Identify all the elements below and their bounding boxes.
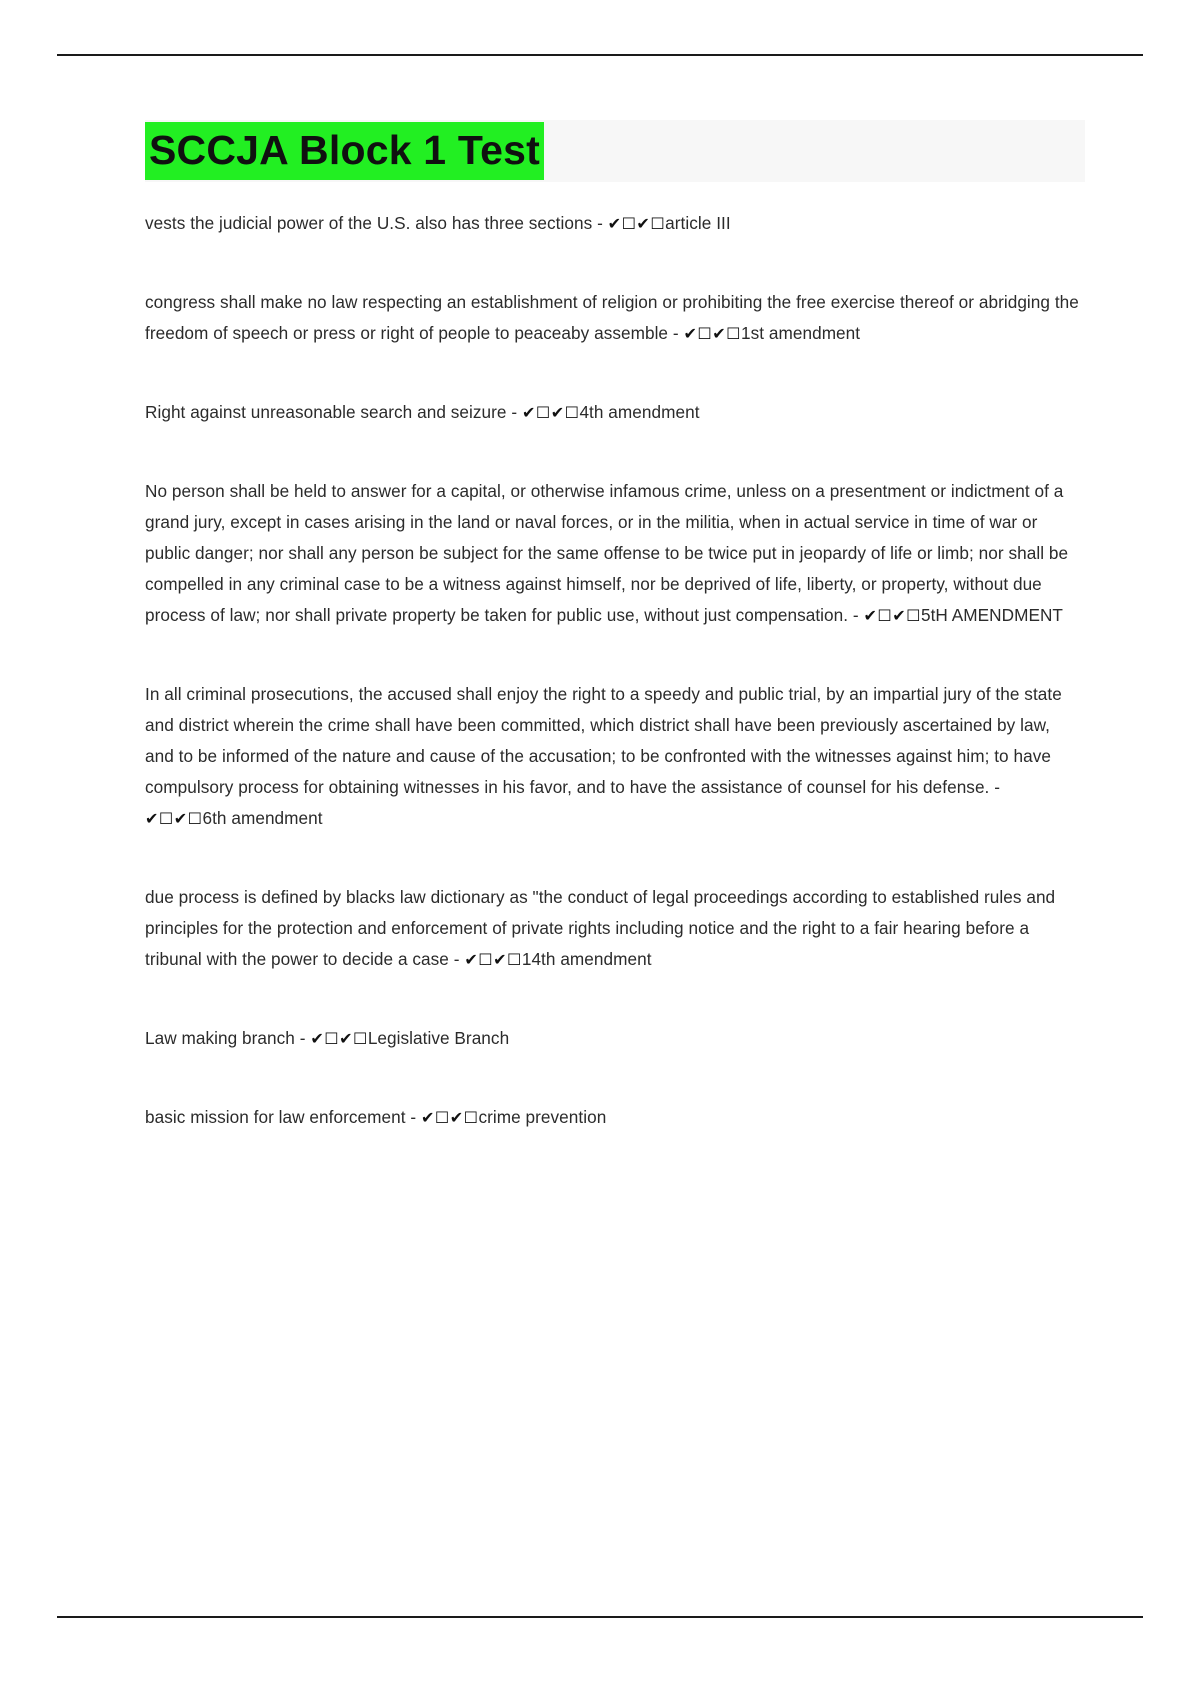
- qa-entry: [145, 397, 1080, 428]
- qa-separator: ✔☐✔☐: [683, 324, 741, 343]
- qa-prompt: due process is defined by blacks law dictionary as "the conduct of legal proceedings according to established rules and principles for the protection and enforcement of private rights including notice and the right to a fair hearing before a tribunal with the power to decide a case -: [145, 887, 1056, 969]
- qa-separator: ✔☐✔☐: [863, 606, 921, 625]
- document-content: [145, 120, 1085, 1181]
- qa-prompt: Law making branch -: [145, 1028, 311, 1048]
- qa-separator: ✔☐✔☐: [607, 214, 666, 233]
- qa-prompt: No person shall be held to answer for a capital, or otherwise infamous crime, unless on a presentment or indictment of a grand jury, except in cases arising in the land or naval forces, or in the militia, when in actual service in time of war or public danger; nor shall any person be subject for the same offense to be twice put in jeopardy of life or limb; nor shall be compelled in any criminal case to be a witness against himself, nor be deprived of life, liberty, or property, without due process of law; nor shall private property be taken for public use, without just compensation. -: [145, 481, 1069, 625]
- qa-separator: ✔☐✔☐: [464, 950, 522, 969]
- qa-prompt: basic mission for law enforcement -: [145, 1107, 421, 1127]
- qa-entry: [145, 679, 1080, 834]
- qa-answer: 6th amendment: [202, 808, 323, 828]
- qa-answer: 1st amendment: [740, 323, 861, 343]
- qa-prompt: congress shall make no law respecting an establishment of religion or prohibiting the free exercise thereof or abridging the freedom of speech or press or right of people to peaceaby assemble -: [145, 292, 1079, 343]
- qa-entry: [145, 287, 1080, 349]
- qa-answer: 5tH AMENDMENT: [921, 605, 1063, 625]
- qa-answer: crime prevention: [478, 1107, 607, 1127]
- qa-answer: 4th amendment: [579, 402, 700, 422]
- qa-entry: [145, 208, 1080, 239]
- qa-answer: Legislative Branch: [367, 1028, 510, 1048]
- qa-separator: ✔☐✔☐: [145, 809, 203, 828]
- qa-separator: ✔☐✔☐: [521, 403, 580, 422]
- qa-prompt: vests the judicial power of the U.S. also has three sections -: [145, 213, 608, 233]
- qa-separator: ✔☐✔☐: [420, 1108, 479, 1127]
- title-band: [145, 120, 1085, 182]
- qa-answer: 14th amendment: [521, 949, 652, 969]
- qa-prompt: In all criminal prosecutions, the accused shall enjoy the right to a speedy and public trial, by an impartial jury of the state and district wherein the crime shall have been committed, which district shall have been previously ascertained by law, and to be informed of the nature and cause of the accusation; to be confronted with the witnesses against him; to have compulsory process for obtaining witnesses in his favor, and to have the assistance of counsel for his defense. -: [145, 684, 1062, 797]
- page-title: SCCJA Block 1 Test: [145, 122, 544, 180]
- qa-separator: ✔☐✔☐: [310, 1029, 368, 1048]
- qa-prompt: Right against unreasonable search and seizure -: [145, 402, 522, 422]
- qa-entry: [145, 1023, 1080, 1054]
- qa-entry: [145, 476, 1080, 631]
- qa-entry: [145, 1102, 1080, 1133]
- qa-answer: article III: [665, 213, 731, 233]
- qa-entry: [145, 882, 1080, 975]
- header-divider: [57, 54, 1143, 56]
- footer-divider: [57, 1616, 1143, 1618]
